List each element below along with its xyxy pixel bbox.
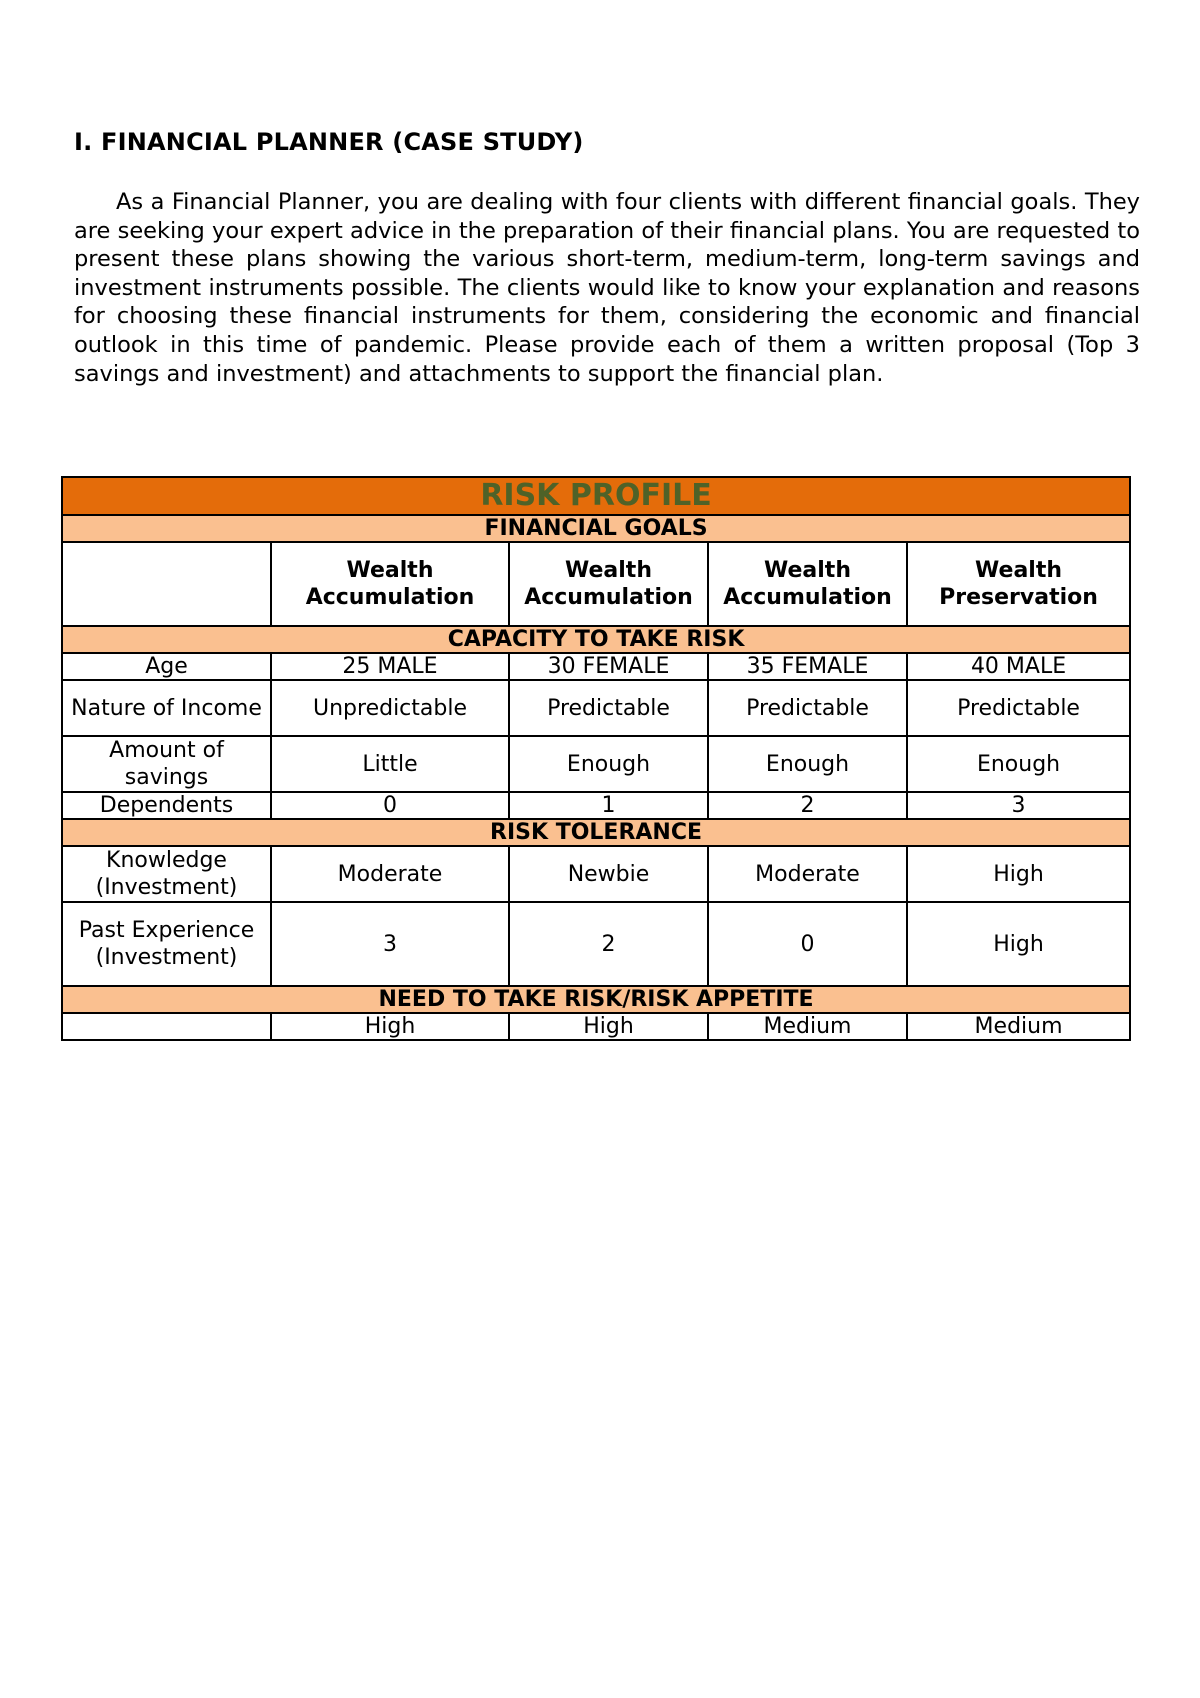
risk-profile-table <box>61 476 1131 1041</box>
goal-client-3: Wealth Accumulation <box>708 542 907 626</box>
table-row-age <box>62 653 1130 680</box>
section-header-risk-appetite: NEED TO TAKE RISK/RISK APPETITE <box>62 986 1130 1013</box>
table-cell: Moderate <box>708 846 907 902</box>
table-cell: 3 <box>907 792 1130 819</box>
table-cell: 2 <box>509 902 708 986</box>
row-label: Nature of Income <box>62 680 271 736</box>
table-cell: Newbie <box>509 846 708 902</box>
table-cell: Predictable <box>509 680 708 736</box>
table-cell: 30 FEMALE <box>509 653 708 680</box>
table-cell: 2 <box>708 792 907 819</box>
section-row-capacity <box>62 626 1130 653</box>
table-cell: 3 <box>271 902 509 986</box>
table-cell: 0 <box>271 792 509 819</box>
row-label: Amount of savings <box>62 736 271 792</box>
row-label: Dependents <box>62 792 271 819</box>
goal-client-2: Wealth Accumulation <box>509 542 708 626</box>
table-cell: High <box>271 1013 509 1040</box>
table-row-amount-of-savings <box>62 736 1130 792</box>
case-study-paragraph: As a Financial Planner, you are dealing with four clients with different financial goals. They are seeking your expert advice in the preparation of their financial plans. You are requested to present these plans showing the various short-term, medium-term, long-term savings and investment instruments possible. The clients would like to know your explanation and reasons for choosing these financial instruments for them, considering the economic and financial outlook in this time of pandemic. Please provide each of them a written proposal (Top 3 savings and investment) and attachments to support the financial plan. <box>74 189 1140 387</box>
table-cell: Medium <box>708 1013 907 1040</box>
table-cell: 0 <box>708 902 907 986</box>
table-cell: 35 FEMALE <box>708 653 907 680</box>
table-cell: Unpredictable <box>271 680 509 736</box>
goals-row <box>62 542 1130 626</box>
table-cell: 1 <box>509 792 708 819</box>
section-row-risk-tolerance <box>62 819 1130 846</box>
table-cell: 25 MALE <box>271 653 509 680</box>
section-header-risk-tolerance: RISK TOLERANCE <box>62 819 1130 846</box>
row-label: Past Experience (Investment) <box>62 902 271 986</box>
page-heading: I. FINANCIAL PLANNER (CASE STUDY) <box>74 128 584 156</box>
table-cell: Little <box>271 736 509 792</box>
table-row-past-experience <box>62 902 1130 986</box>
table-title: RISK PROFILE <box>62 477 1130 515</box>
section-row-risk-appetite <box>62 986 1130 1013</box>
goal-client-1: Wealth Accumulation <box>271 542 509 626</box>
row-label: Age <box>62 653 271 680</box>
table-cell: Moderate <box>271 846 509 902</box>
table-cell: High <box>907 846 1130 902</box>
table-cell: Enough <box>907 736 1130 792</box>
row-label: Knowledge (Investment) <box>62 846 271 902</box>
table-cell: High <box>509 1013 708 1040</box>
section-row-financial-goals <box>62 515 1130 542</box>
table-row-dependents <box>62 792 1130 819</box>
table-cell: Enough <box>708 736 907 792</box>
table-title-row <box>62 477 1130 515</box>
table-row-nature-of-income <box>62 680 1130 736</box>
table-cell: Medium <box>907 1013 1130 1040</box>
section-header-financial-goals: FINANCIAL GOALS <box>62 515 1130 542</box>
table-cell: Predictable <box>907 680 1130 736</box>
table-row-risk-appetite <box>62 1013 1130 1040</box>
goal-client-4: Wealth Preservation <box>907 542 1130 626</box>
table-cell: Enough <box>509 736 708 792</box>
goals-row-label <box>62 542 271 626</box>
table-cell: High <box>907 902 1130 986</box>
table-cell: Predictable <box>708 680 907 736</box>
table-row-knowledge <box>62 846 1130 902</box>
section-header-capacity: CAPACITY TO TAKE RISK <box>62 626 1130 653</box>
row-label <box>62 1013 271 1040</box>
table-cell: 40 MALE <box>907 653 1130 680</box>
